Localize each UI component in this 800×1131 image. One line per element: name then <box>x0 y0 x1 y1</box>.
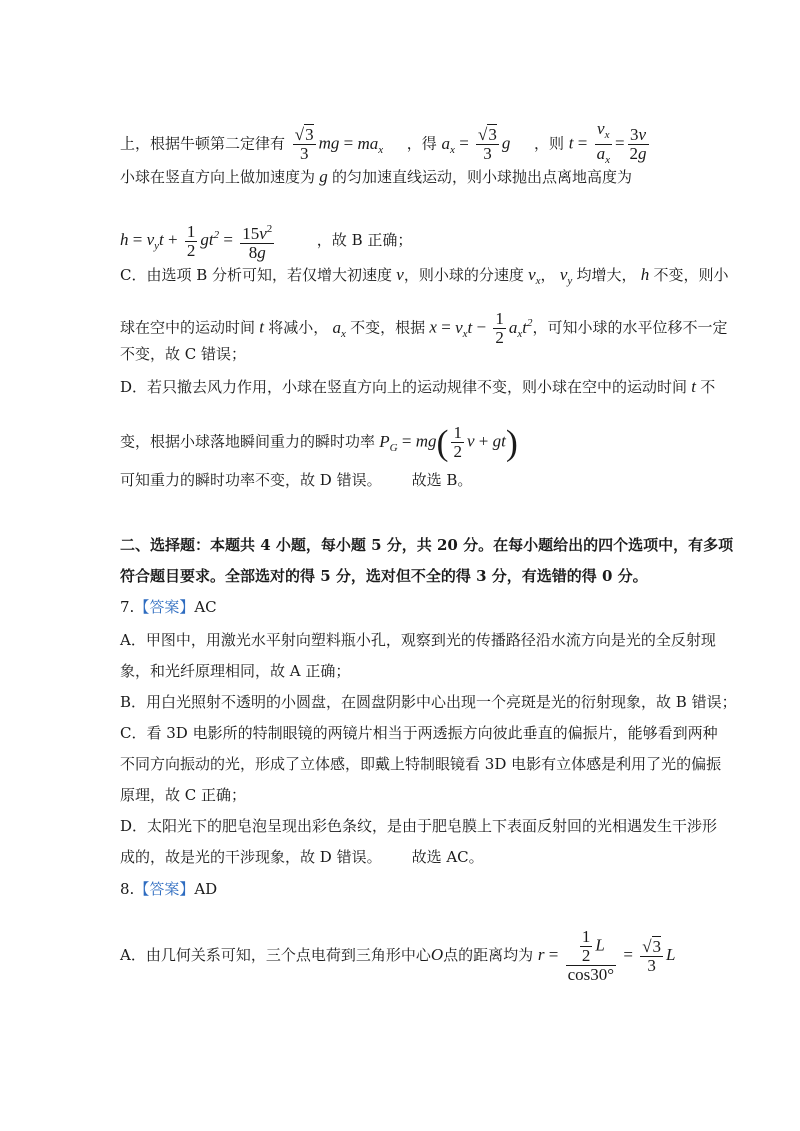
text: 可知重力的瞬时功率不变，故 D 错误。 <box>120 471 382 489</box>
q7-d-1 <box>120 816 717 836</box>
line-c-3 <box>120 344 246 364</box>
q7-c-2 <box>120 754 721 774</box>
line-vertical-motion: 小球在竖直方向上做加速度为 g 的匀加速直线运动，则小球抛出点离地高度为 <box>120 167 633 186</box>
text: D．太阳光下的肥皂泡呈现出彩色条纹，是由于肥皂膜上下表面反射回的光相遇发生干涉形 <box>120 817 718 835</box>
text: 不同方向振动的光，形成了立体感，即戴上特制眼镜看 3D 电影有立体感是利用了光的偏振 <box>120 755 722 773</box>
q7-a-1 <box>120 630 716 650</box>
answer-value: AC <box>194 598 217 616</box>
q7-a-2 <box>120 661 350 681</box>
q7-b-1 <box>120 692 737 712</box>
question-7-answer <box>120 597 217 617</box>
text: B．用白光照射不透明的小圆盘，在圆盘阴影中心出现一个亮斑是光的衍射现象，故 B 错误； <box>120 693 737 711</box>
text: 小球在竖直方向上做加速度为 <box>120 168 316 186</box>
text: 符合题目要求。全部选对的得 5 分，选对但不全的得 3 分，有选错的得 0 分。 <box>120 567 648 585</box>
distance-fraction: $\frac{1}{2}$ L cos30° <box>567 927 615 984</box>
text: C．看 3D 电影所的特制眼镜的两镜片相当于两透振方向彼此垂直的偏振片，能够看到两种 <box>120 724 718 742</box>
text: 象，和光纤原理相同，故 A 正确； <box>120 662 351 680</box>
text: 二、选择题：本题共 4 小题，每小题 5 分，共 20 分。在每小题给出的四个选项中，有多项 <box>120 536 734 554</box>
text: ，则 <box>533 134 564 153</box>
text: 成的，故是光的干涉现象，故 D 错误。 <box>120 848 382 866</box>
text: 故选 AC。 <box>411 848 484 866</box>
text: 故选 B。 <box>411 471 473 489</box>
answer-value: AD <box>194 880 218 898</box>
text: A．甲图中，用激光水平射向塑料瓶小孔，观察到光的传播路径沿水流方向是光的全反射现 <box>120 631 716 649</box>
text: ，则小球的分速度 <box>403 266 524 284</box>
text: 点的距离均为 <box>443 946 534 964</box>
q7-c-1 <box>120 723 718 743</box>
answer-tag: 【答案】 <box>134 880 195 898</box>
line-d-3 <box>120 470 472 490</box>
line-d-1: D．若只撤去风力作用，小球在竖直方向上的运动规律不变，则小球在空中的运动时间 t 不 <box>120 377 716 396</box>
q7-c-3 <box>120 785 246 805</box>
text: ，可知小球的水平位移不一定 <box>532 318 728 337</box>
line-height-formula: $h = v_yt$ + $\frac{1}{2}$ $gt^2$ = $\frac{15v^2}{8g}$ ，故 B 正确； <box>120 221 413 262</box>
point-label: O <box>430 945 444 964</box>
text: 不变，故 C 错误； <box>120 345 247 363</box>
text: ，得 <box>406 134 437 153</box>
text: 不变，根据 <box>350 318 426 337</box>
text: A．由几何关系可知，三个点电荷到三角形中心 <box>120 946 431 964</box>
text: D．若只撤去风力作用，小球在竖直方向上的运动规律不变，则小球在空中的运动时间 <box>120 378 688 396</box>
text: 球在空中的运动时间 <box>120 318 256 337</box>
text: 的匀加速直线运动，则小球抛出点离地高度为 <box>332 168 633 186</box>
text: ，故 B 正确； <box>316 231 413 249</box>
line-newton-law: 上，根据牛顿第二定律有 $\frac{√3}{3}$ mg = $ma_x$ ，得 $a_x$ = $\frac{√3}{3}$ g ，则 t = $\frac{v_x}{a_x}$ = $\frac{3v}{2g}$ <box>120 119 647 166</box>
text: 不变，则小 <box>653 266 729 284</box>
text: 原理，故 C 正确； <box>120 786 247 804</box>
q7-d-2 <box>120 847 484 867</box>
section-heading-2 <box>120 566 648 586</box>
line-c-1: C．由选项 B 分析可知，若仅增大初速度 v，则小球的分速度 $v_x$， $v_y$ 均增大， h 不变，则小 <box>120 265 729 287</box>
text: 均增大， <box>576 266 637 284</box>
section-heading-1 <box>120 535 733 555</box>
text: 不 <box>700 378 716 396</box>
text: C．由选项 B 分析可知，若仅增大初速度 <box>120 266 393 284</box>
question-number: 7. <box>120 598 135 616</box>
question-number: 8. <box>120 880 135 898</box>
answer-tag: 【答案】 <box>134 598 195 616</box>
line-d-2: 变，根据小球落地瞬间重力的瞬时功率 $P_G = mg$( $\frac{1}{2}$ v + gt) <box>120 422 518 463</box>
text: 变，根据小球落地瞬间重力的瞬时功率 <box>120 432 376 451</box>
text: 上，根据牛顿第二定律有 <box>120 134 286 153</box>
line-c-2: 球在空中的运动时间 t 将减小， $a_x$ 不变，根据 $x = v_xt$ − $\frac{1}{2}$ $a_xt^2$，可知小球的水平位移不一定 <box>120 309 728 347</box>
q8-a-1: A．由几何关系可知，三个点电荷到三角形中心O点的距离均为 r = $\frac{1}{2}$ L cos30° = $\frac{√3}{3}$ L <box>120 927 676 984</box>
formula-fraction: $\frac{√3}{3}$ <box>294 125 314 163</box>
text: 将减小， <box>268 318 329 337</box>
question-8-answer <box>120 879 217 899</box>
